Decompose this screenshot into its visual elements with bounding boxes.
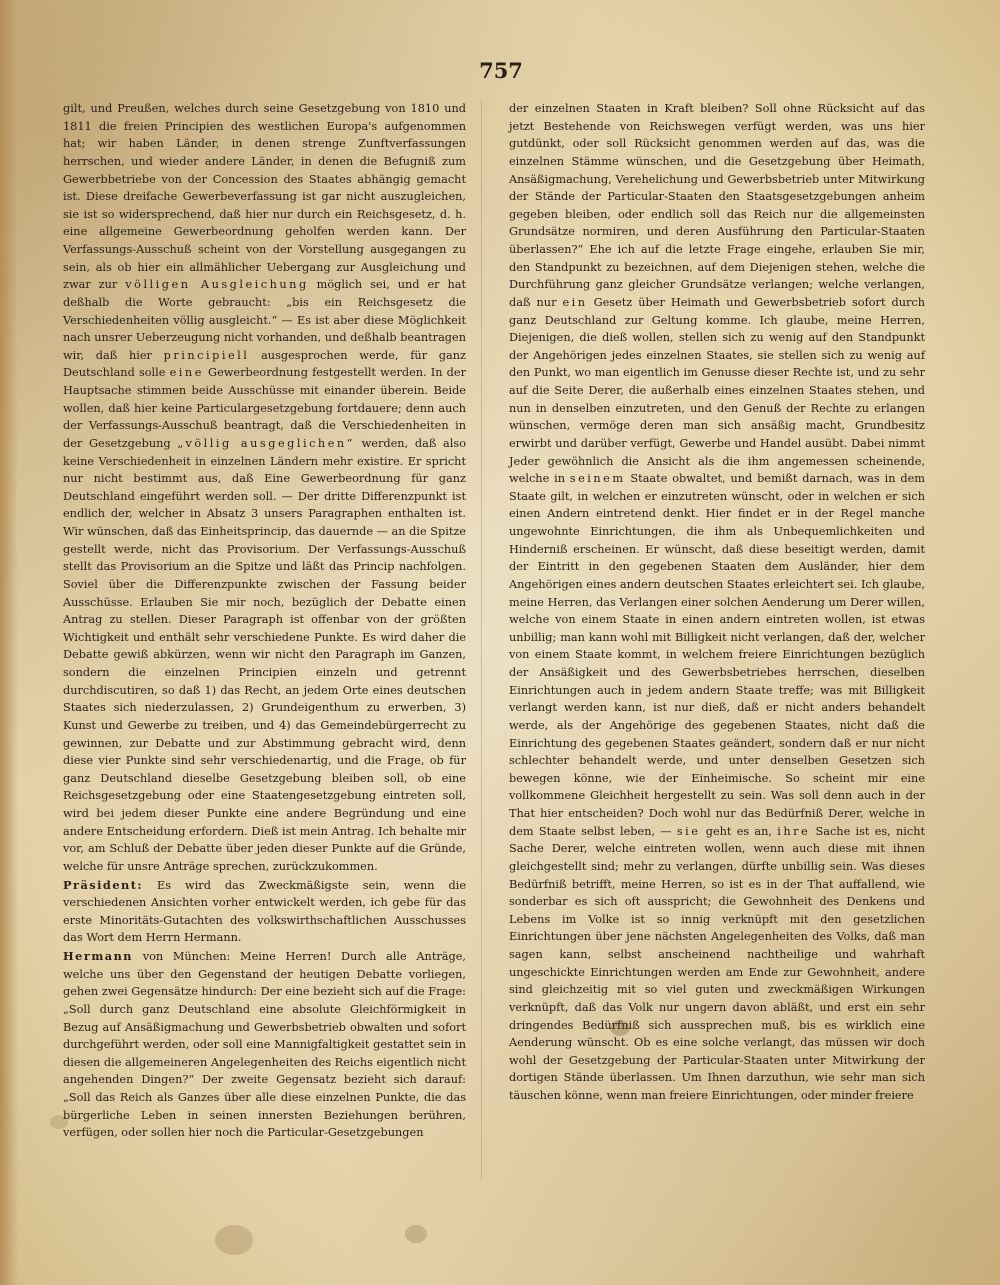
- text-run: ausgesprochen werde, für ganz Deutschland solle: [63, 348, 467, 380]
- speaker-name: Hermann: [63, 949, 134, 963]
- paragraph: [509, 100, 925, 1105]
- text-run: möglich sei, und er hat deßhalb die Worte gebraucht: „bis ein Reichsgesetz die Verschiedenheiten völlig ausgleicht.“ — Es ist aber diese Möglichkeit nach unsrer Ueberzeugung nicht vorhanden, und deßhalb beantragen wir, daß hier: [63, 278, 467, 362]
- spaced-emphasis: ihre: [777, 824, 811, 838]
- text-run: der einzelnen Staaten in Kraft bleiben? Soll ohne Rücksicht auf das jetzt Bestehende von Reichswegen verfügt werden, was uns hier gutdünkt, oder soll Rücksicht genommen werden auf das, was die einzelnen Stämme wünschen, und die Gesetzgebung über Heimath, Ansäßigmachung, Verehelichung und Gewerbsbetrieb unter Mitwirkung der Stände der Particular-Staaten den Staatsgesetzgebungen anheim gegeben bleiben, oder endlich soll das Reich nur die allgemeinsten Grundsätze normiren, und deren Ausführung den Particular-Staaten überlassen?“ Ehe ich auf die letzte Frage eingehe, erlauben Sie mir, den Standpunkt zu bezeichnen, auf dem Diejenigen stehen, welche die Durchführung ganz gleicher Grundsätze verlangen; welche verlangen, daß nur: [509, 102, 925, 309]
- spaced-emphasis: ein: [562, 295, 588, 309]
- paragraph: [63, 948, 466, 1142]
- spaced-emphasis: principiell: [163, 348, 250, 362]
- speaker-name: Präsident:: [63, 877, 144, 892]
- text-run: von München: Meine Herren! Durch alle Anträge, welche uns über den Gegenstand der heutigen Debatte vorliegen, gehen zwei Gegensätze hindurch: Der eine bezieht sich auf die Frage: „Soll durch ganz Deutschland eine absolute Gleichförmigkeit in Bezug auf Ansäßigmachung und Gewerbsbetrieb obwalten und sofort durchgeführt werden, oder soll eine Mannigfaltigkeit gestattet sein in diesen die allgemeineren Angelegenheiten des Reichs eigentlich nicht angehenden Dingen?“ Der zweite Gegensatz bezieht sich darauf: „Soll das Reich als Ganzes über alle diese einzelnen Punkte, die das bürgerliche Leben in seinen innersten Beziehungen berühren, verfügen, oder sollen hier noch die Particular-Gesetzgebungen: [63, 950, 466, 1140]
- text-run: gilt, und Preußen, welches durch seine Gesetzgebung von 1810 und 1811 die freien Principien des westlichen Europa's aufgenommen hat; wir haben Länder, in denen strenge Zunftverfassungen herrschen, und wieder andere Länder, in denen die Befugniß zum Gewerbbetriebe von der Concession des Staates abhängig gemacht ist. Diese dreifache Gewerbeverfassung ist gar nicht auszugleichen, sie ist so widersprechend, daß hier nur durch ein Reichsgesetz, d. h. eine allgemeine Gewerbeordnung geholfen werden kann. Der Verfassungs-Ausschuß scheint von der Vorstellung ausgegangen zu sein, als ob hier ein allmählicher Uebergang zur Ausgleichung und zwar zur: [63, 102, 466, 292]
- text-run: werden, daß also keine Verschiedenheit in einzelnen Ländern mehr existire. Er spricht nur nicht bestimmt aus, daß Eine Gewerbeordnung für ganz Deutschland eingeführt werden soll. — Der dritte Differenzpunkt ist endlich der, welcher in Absatz 3 unsers Paragraphen enthalten ist. Wir wünschen, daß das Einheitsprincip, das dauernde — an die Spitze gestellt werde, nicht das Provisorium. Der Verfassungs-Ausschuß stellt das Provisorium an die Spitze und läßt das Princip nachfolgen. Soviel über die Differenzpunkte zwischen der Fassung beider Ausschüsse. Erlauben Sie mir noch, bezüglich der Debatte einen Antrag zu stellen. Dieser Paragraph ist offenbar von der größten Wichtigkeit und enthält sehr verschiedene Punkte. Es wird daher die Debatte gewiß abkürzen, wenn wir nicht den Paragraph im Ganzen, sondern die einzelnen Principien einzeln und getrennt durchdiscutiren, so daß 1) das Recht, an jedem Orte eines deutschen Staates sich niederzulassen, 2) Grundeigenthum zu erwerben, 3) Kunst und Gewerbe zu treiben, und 4) das Gemeindebürgerrecht zu gewinnen, zur Debatte und zur Abstimmung gebracht wird, denn diese vier Punkte sind sehr verschiedenartig, und die Frage, ob für ganz Deutschland dieselbe Gesetzgebung bleiben soll, ob eine Reichsgesetzgebung oder eine Staatengesetzgebung eintreten soll, wird bei jedem dieser Punkte eine andere Begründung und eine andere Entscheidung erfordern. Dieß ist mein Antrag. Ich behalte mir vor, am Schluß der Debatte über jeden dieser Punkte auf die Gründe, welche für unsre Anträge sprechen, zurückzukommen.: [63, 436, 466, 873]
- text-run: geht es an,: [705, 824, 773, 838]
- text-run: Es wird das Zweckmäßigste sein, wenn die verschiedenen Ansichten vorher entwickelt werden, ich gebe für das erste Minoritäts-Gutachten des volkswirthschaftlichen Ausschusses das Wort dem Herrn Hermann.: [63, 878, 467, 945]
- text-run: Sache ist es, nicht Sache Derer, welche eintreten wollen, wenn auch diese mit ihnen gleichgestellt sind; mehr zu verlangen, dürfte unbillig sein. Was dieses Bedürfniß betrifft, meine Herren, so ist es in der That auffallend, wie sonderbar es sich oft ausspricht; die Gewohnheit des Denkens und Lebens im Volke ist so innig verknüpft mit den gesetzlichen Einrichtungen über jene nächsten Angelegenheiten des Volks, daß man sagen kann, selbst anscheinend nachtheilige und wahrhaft ungeschickte Einrichtungen werden am Ende zur Gewohnheit, andere sind gleichzeitig mit so viel guten und zweckmäßigen Wirkungen verknüpft, daß das Volk nur ungern davon abläßt, und erst ein sehr dringendes Bedürfniß sich aussprechen muß, bis es wirklich eine Aenderung wünscht. Ob es eine solche verlangt, das müssen wir doch wohl der Gesetzgebung der Particular-Staaten unter Mitwirkung der dortigen Stände überlassen. Um Ihnen darzuthun, wie sehr man sich täuschen könne, wenn man freiere Einrichtungen, oder minder freiere: [509, 824, 926, 1102]
- spaced-emphasis: seinem: [569, 472, 626, 486]
- left-column: [63, 100, 466, 1142]
- spaced-emphasis: „völlig ausgeglichen“: [177, 436, 355, 450]
- text-run: Staate obwaltet, und bemißt darnach, was in dem Staate gilt, in welchen er einzutreten wünscht, oder in welchen er sich einen Andern eintretend denkt. Hier findet er in der Regel manche ungewohnte Einrichtungen, die ihm als Unbequemlichkeiten und Hinderniß erscheinen. Er wünscht, daß diese beseitigt werden, damit der Eintritt in den gegebenen Staaten dem Ausländer, hier dem Angehörigen eines andern deutschen Staates erleichtert sei. Ich glaube, meine Herren, das Verlangen einer solchen Aenderung um Derer willen, welche von einem Staate in einen andern eintreten wollen, ist etwas unbillig; man kann wohl mit Billigkeit nicht verlangen, daß der, welcher von einem Staate kommt, in welchem freiere Einrichtungen bezüglich der Ansäßigkeit und des Gewerbsbetriebes herrschen, dieselben Einrichtungen auch in jedem andern Staate treffe; was mit Billigkeit verlangt werden kann, ist nur dieß, daß er nicht anders behandelt werde, als der Angehörige des gegebenen Staates, nicht daß die Einrichtung des gegebenen Staates geändert, sondern daß er nur nicht schlechter behandelt werde, und unter denselben Gesetzen sich bewegen könne, wie der Einheimische. So scheint mir eine vollkommene Gleichheit hergestellt zu sein. Was soll denn auch in der That hier entscheiden? Doch wohl nur das Bedürfniß Derer, welche in dem Staate selbst leben, —: [509, 472, 925, 838]
- stain: [405, 1225, 427, 1243]
- text-run: Gewerbeordnung festgestellt werden. In der Hauptsache stimmen beide Ausschüsse mit einander überein. Beide wollen, daß hier keine Particulargesetzgebung fortdauere; denn auch der Verfassungs-Ausschuß beantragt, daß die Verschiedenheiten in der Gesetzgebung: [63, 366, 467, 450]
- column-divider: [481, 100, 482, 1180]
- text-run: Gesetz über Heimath und Gewerbsbetrieb sofort durch ganz Deutschland zur Geltung komme. Ich glaube, meine Herren, Diejenigen, die dieß wollen, stellen sich zu wenig auf den Standpunkt der Angehörigen jedes einzelnen Staates, sie stellen sich zu wenig auf den Punkt, wo man eigentlich im Genusse dieser Rechte ist, und zu sehr auf die Seite Derer, die außerhalb eines einzelnen Staates stehen, und nun in denselben einzutreten, und den Genuß der Rechte zu erlangen wünschen, vermöge deren man sich ansäßig macht, Grundbesitz erwirbt und darüber verfügt, Gewerbe und Handel ausübt. Dabei nimmt Jeder gewöhnlich die Ansicht als die ihm angemessen scheinende, welche in: [509, 295, 926, 486]
- spaced-emphasis: eine: [169, 366, 204, 380]
- paragraph: [63, 877, 466, 948]
- paragraph: [63, 100, 466, 876]
- page-number: 757: [479, 58, 523, 83]
- stain: [215, 1225, 253, 1255]
- right-column: [509, 100, 925, 1105]
- spaced-emphasis: sie: [676, 824, 701, 838]
- spaced-emphasis: völligen Ausgleichung: [125, 278, 309, 292]
- page-edge-shadow: [0, 0, 18, 1285]
